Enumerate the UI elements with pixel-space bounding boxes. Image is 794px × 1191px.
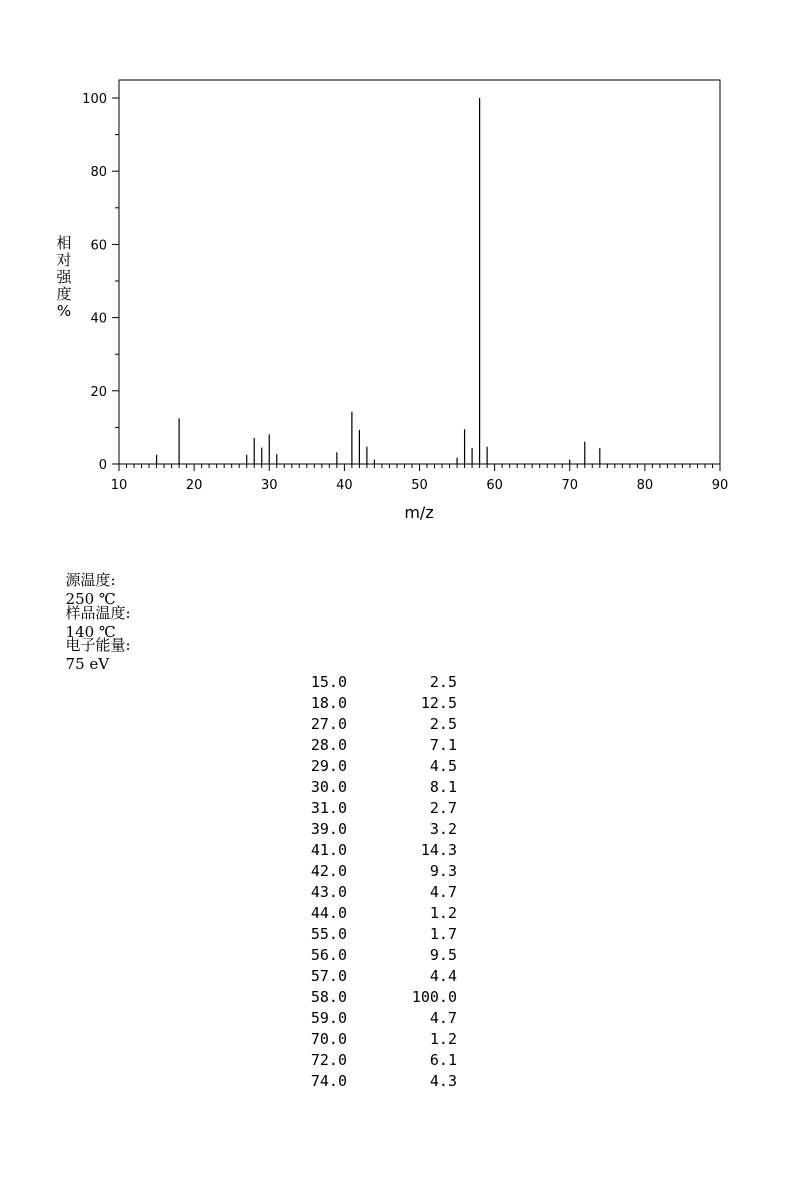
y-axis-label-char: 对 bbox=[56, 251, 72, 269]
intensity-value: 1.2 bbox=[429, 1030, 457, 1048]
y-axis-label-char: 度 bbox=[56, 285, 72, 303]
table-row bbox=[290, 903, 457, 924]
table-row bbox=[290, 693, 457, 714]
table-row bbox=[290, 714, 457, 735]
table-row bbox=[290, 861, 457, 882]
intensity-value: 8.1 bbox=[429, 778, 457, 796]
sample-temperature-label: 样品温度: bbox=[65, 604, 131, 622]
intensity-value: 7.1 bbox=[429, 736, 457, 754]
x-tick-label: 10 bbox=[110, 478, 128, 493]
table-row bbox=[290, 840, 457, 861]
x-tick-label: 90 bbox=[711, 478, 729, 493]
intensity-value: 2.5 bbox=[429, 715, 457, 733]
x-tick-label: 30 bbox=[260, 478, 278, 493]
sample-temperature-value: 140 ℃ bbox=[65, 623, 116, 641]
table-row bbox=[290, 1029, 457, 1050]
mz-value: 56.0 bbox=[310, 946, 347, 964]
intensity-value: 4.7 bbox=[429, 883, 457, 901]
x-tick-label: 80 bbox=[636, 478, 654, 493]
mz-value: 29.0 bbox=[310, 757, 347, 775]
mz-value: 57.0 bbox=[310, 967, 347, 985]
source-temperature-value: 250 ℃ bbox=[65, 590, 116, 608]
mz-value: 72.0 bbox=[310, 1051, 347, 1069]
y-tick-label: 0 bbox=[98, 458, 107, 473]
intensity-value: 3.2 bbox=[429, 820, 457, 838]
table-row bbox=[290, 1008, 457, 1029]
mz-value: 74.0 bbox=[310, 1072, 347, 1090]
mz-value: 58.0 bbox=[310, 988, 347, 1006]
y-axis-label-char: 相 bbox=[56, 234, 72, 252]
source-temperature-label: 源温度: bbox=[65, 571, 116, 589]
intensity-value: 12.5 bbox=[420, 694, 457, 712]
electron-energy bbox=[56, 616, 131, 673]
table-row bbox=[290, 1071, 457, 1092]
electron-energy-value: 75 eV bbox=[65, 655, 110, 673]
plot-frame bbox=[119, 80, 720, 464]
table-row bbox=[290, 945, 457, 966]
table-row bbox=[290, 798, 457, 819]
intensity-value: 4.3 bbox=[429, 1072, 457, 1090]
table-row bbox=[290, 672, 457, 693]
mass-spectrum-chart bbox=[0, 0, 794, 540]
mz-value: 31.0 bbox=[310, 799, 347, 817]
intensity-value: 1.7 bbox=[429, 925, 457, 943]
mz-value: 44.0 bbox=[310, 904, 347, 922]
intensity-value: 4.4 bbox=[429, 967, 457, 985]
y-tick-label: 100 bbox=[82, 92, 107, 107]
intensity-value: 100.0 bbox=[411, 988, 457, 1006]
y-axis-label-char: 强 bbox=[56, 268, 72, 286]
mz-value: 42.0 bbox=[310, 862, 347, 880]
mz-value: 41.0 bbox=[310, 841, 347, 859]
y-tick-label: 20 bbox=[90, 384, 107, 400]
y-tick-label: 40 bbox=[90, 311, 107, 327]
mz-value: 55.0 bbox=[310, 925, 347, 943]
intensity-value: 2.5 bbox=[429, 673, 457, 691]
intensity-value: 4.7 bbox=[429, 1009, 457, 1027]
mz-value: 28.0 bbox=[310, 736, 347, 754]
y-tick-label: 60 bbox=[90, 238, 107, 254]
y-axis-label-char: % bbox=[56, 302, 72, 320]
intensity-value: 1.2 bbox=[429, 904, 457, 922]
x-tick-label: 70 bbox=[561, 478, 579, 493]
intensity-value: 6.1 bbox=[429, 1051, 457, 1069]
mz-value: 59.0 bbox=[310, 1009, 347, 1027]
mz-value: 30.0 bbox=[310, 778, 347, 796]
table-row bbox=[290, 756, 457, 777]
mz-value: 70.0 bbox=[310, 1030, 347, 1048]
table-row bbox=[290, 966, 457, 987]
table-row bbox=[290, 777, 457, 798]
mz-value: 27.0 bbox=[310, 715, 347, 733]
table-row bbox=[290, 987, 457, 1008]
spectrum-peaks bbox=[157, 98, 600, 464]
x-tick-label: 50 bbox=[411, 478, 428, 493]
table-row bbox=[290, 819, 457, 840]
intensity-value: 9.3 bbox=[429, 862, 457, 880]
table-row bbox=[290, 1050, 457, 1071]
mz-value: 18.0 bbox=[310, 694, 347, 712]
intensity-value: 4.5 bbox=[429, 757, 457, 775]
table-row bbox=[290, 924, 457, 945]
intensity-value: 9.5 bbox=[429, 946, 457, 964]
x-axis-label: m/z bbox=[404, 503, 434, 522]
y-axis-label bbox=[56, 234, 72, 320]
mz-value: 43.0 bbox=[310, 883, 347, 901]
y-tick-label: 80 bbox=[90, 165, 107, 181]
peak-table bbox=[290, 672, 457, 1092]
mz-value: 15.0 bbox=[310, 673, 347, 691]
mz-value: 39.0 bbox=[310, 820, 347, 838]
x-tick-label: 40 bbox=[336, 478, 353, 493]
table-row bbox=[290, 735, 457, 756]
intensity-value: 14.3 bbox=[420, 841, 457, 859]
x-tick-label: 60 bbox=[486, 478, 503, 493]
x-tick-label: 20 bbox=[185, 478, 203, 493]
electron-energy-label: 电子能量: bbox=[65, 636, 131, 654]
table-row bbox=[290, 882, 457, 903]
intensity-value: 2.7 bbox=[429, 799, 457, 817]
